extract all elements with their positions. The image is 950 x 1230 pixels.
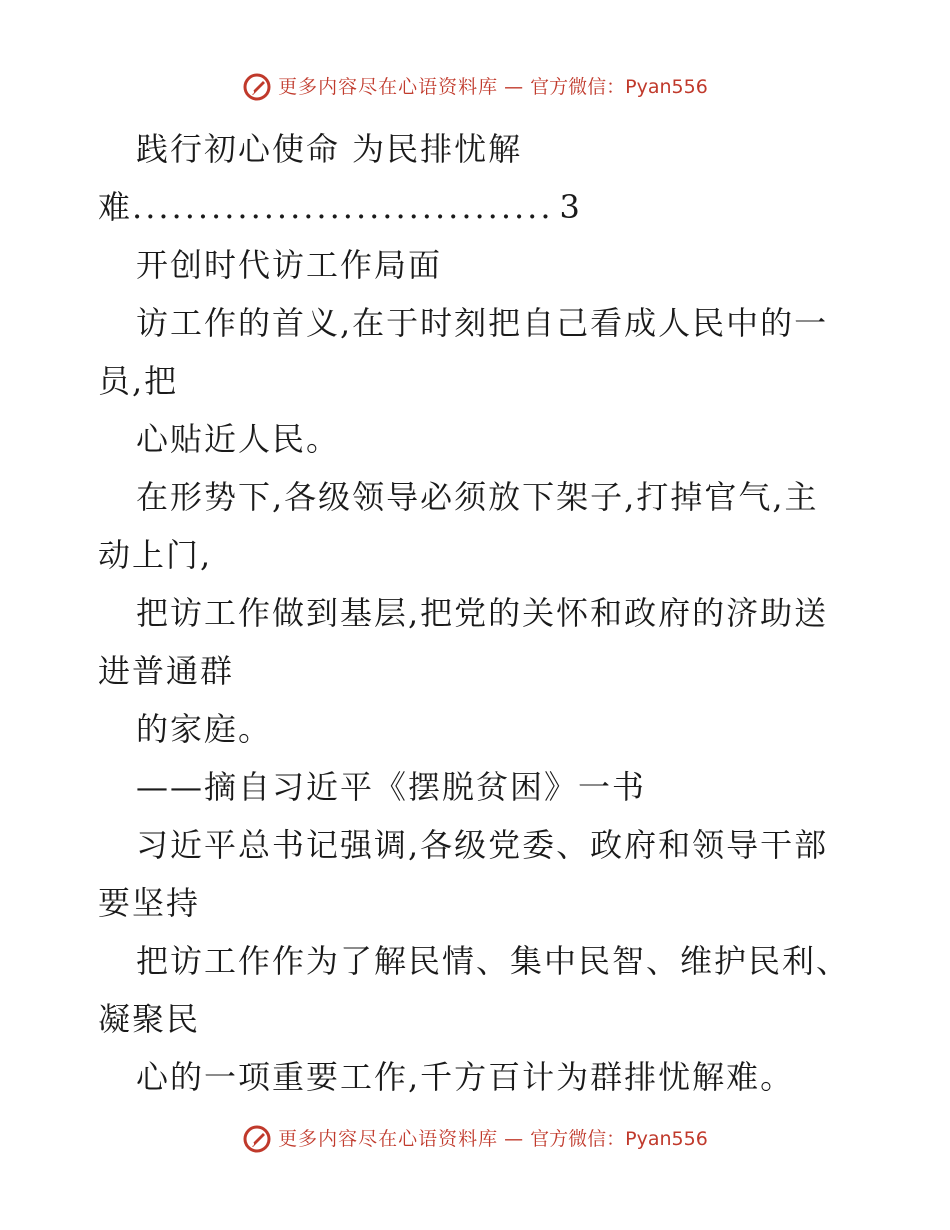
toc-entry-line — [98, 178, 838, 236]
banner-dash: — — [504, 76, 525, 98]
banner-text: 更多内容尽在心语资料库 — [278, 1128, 499, 1150]
paragraph-line: 进普通群 — [98, 652, 235, 690]
footer-banner — [0, 1124, 950, 1154]
paragraph-line: 员,把 — [98, 362, 179, 400]
paragraph-line: 动上门, — [98, 536, 213, 574]
paragraph-line: 在形势下,各级领导必须放下架子,打掉官气,主 — [136, 478, 819, 516]
paragraph-line: 把访工作做到基层,把党的关怀和政府的济助送 — [136, 594, 829, 632]
toc-entry-title: 践行初心使命 为民排忧解 — [136, 130, 523, 168]
document-body — [98, 120, 851, 1106]
paragraph-line: 把访工作作为了解民情、集中民智、维护民利、 — [136, 942, 851, 980]
banner-wechat: 官方微信：Pyan556 — [530, 76, 708, 98]
section-heading: 开创时代访工作局面 — [136, 246, 443, 284]
paragraph-line: 凝聚民 — [98, 1000, 201, 1038]
paragraph-line: 要坚持 — [98, 884, 201, 922]
paragraph-line: 习近平总书记强调,各级党委、政府和领导干部 — [136, 826, 829, 864]
paragraph-line: 心贴近人民。 — [136, 420, 341, 458]
banner-text: 更多内容尽在心语资料库 — [278, 76, 499, 98]
toc-leader-dots: ................................ — [132, 188, 554, 226]
toc-entry-title-cont: 难 — [98, 188, 133, 226]
paragraph-line: 心的一项重要工作,千方百计为群排忧解难。 — [136, 1058, 795, 1096]
paragraph-line: 访工作的首义,在于时刻把自己看成人民中的一 — [136, 304, 829, 342]
paragraph-line: 的家庭。 — [136, 710, 273, 748]
header-banner — [0, 72, 950, 102]
quill-logo-icon — [242, 1124, 272, 1154]
quill-logo-icon — [242, 72, 272, 102]
banner-dash: — — [504, 1128, 525, 1150]
toc-page-number: 3 — [559, 188, 582, 226]
quote-source: ——摘自习近平《摆脱贫困》一书 — [136, 768, 647, 806]
banner-wechat: 官方微信：Pyan556 — [530, 1128, 708, 1150]
